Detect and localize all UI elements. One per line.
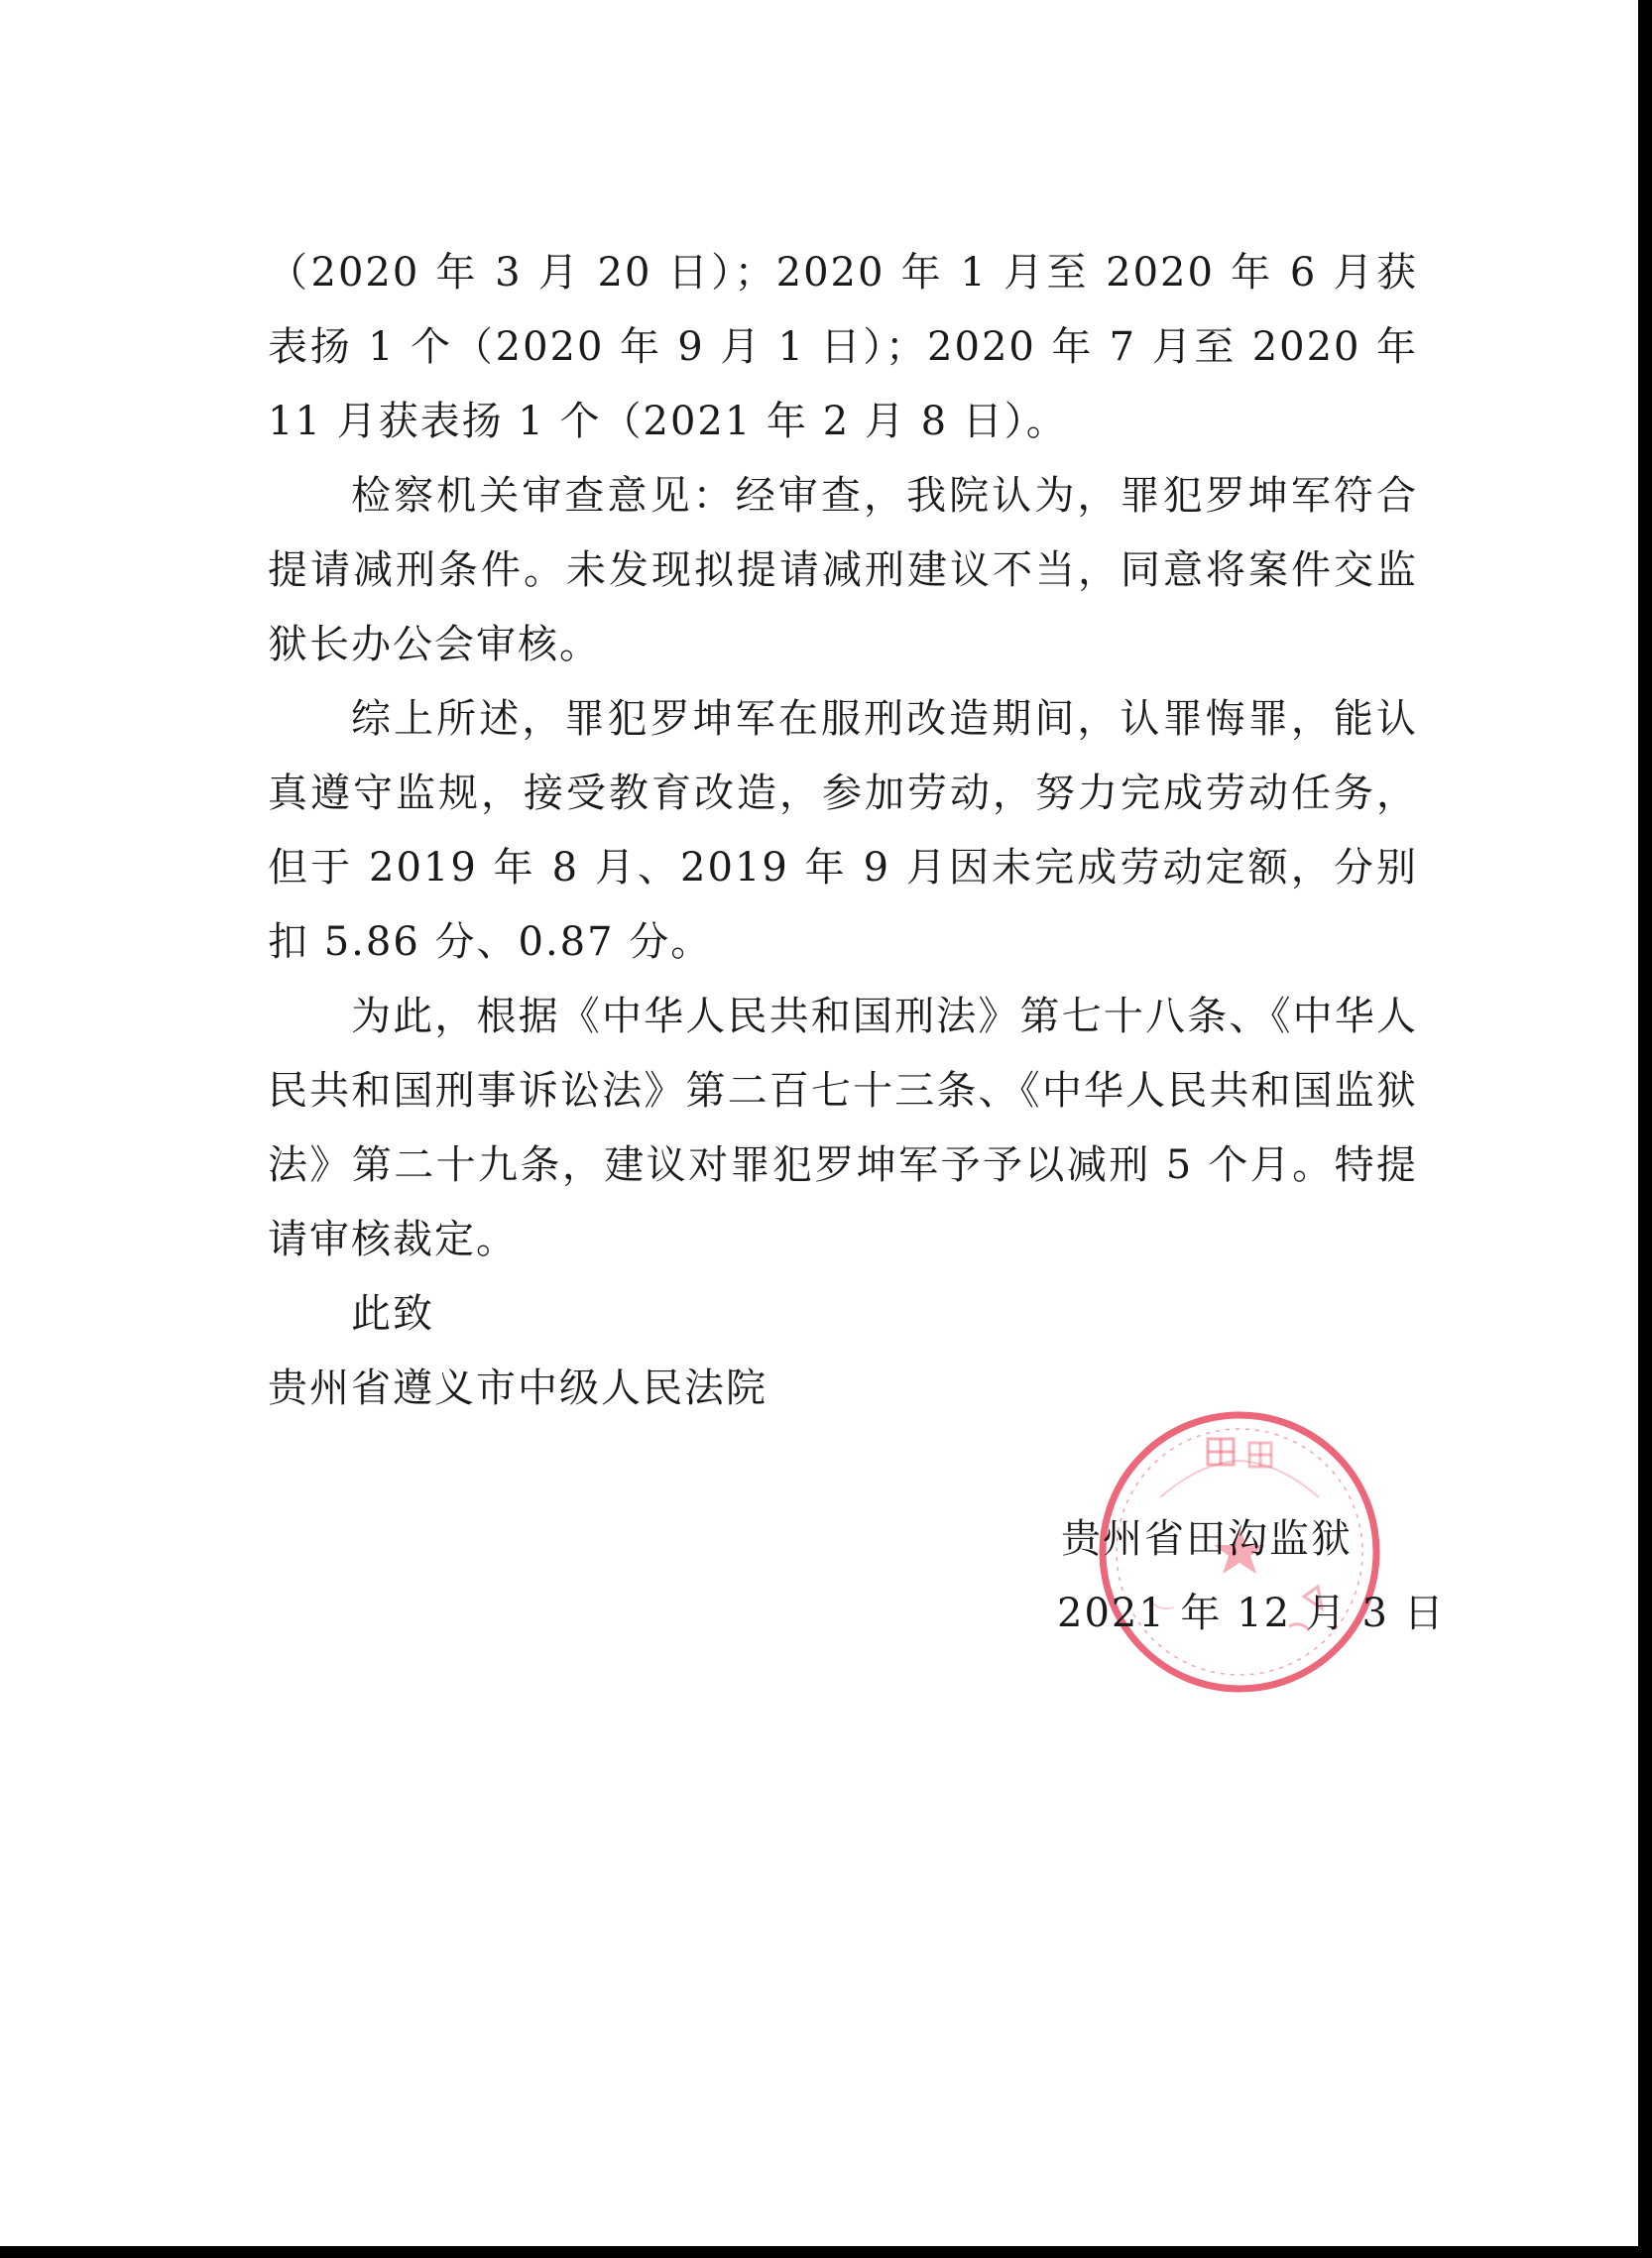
paragraph-legal-basis: 为此，根据《中华人民共和国刑法》第七十八条、《中华人民共和国刑事诉讼法》第二百七十三条、《中华人民共和国监狱法》第二十九条，建议对罪犯罗坤军予予以减刑 5 个月。特提请审核裁定。 — [268, 994, 1418, 1262]
issue-date: 2021 年 12 月 3 日 — [1057, 1591, 1446, 1636]
paragraph-summary: 综上所述，罪犯罗坤军在服刑改造期间，认罪悔罪，能认真遵守监规，接受教育改造，参加劳动，努力完成劳动任务，但于 2019 年 8 月、2019 年 9 月因未完成劳动定额，分别扣 5.86 分、0.87 分。 — [268, 696, 1418, 965]
salutation: 此致 — [351, 1291, 434, 1337]
signature-block — [1057, 1502, 1446, 1651]
paragraph-awards-continued: （2020 年 3 月 20 日）；2020 年 1 月至 2020 年 6 月获表扬 1 个（2020 年 9 月 1 日）；2020 年 7 月至 2020 年 11 月获表扬 1 个（2021 年 2 月 8 日）。 — [268, 250, 1418, 444]
scan-border-right — [1638, 0, 1652, 2258]
paragraph-procuratorate-opinion: 检察机关审查意见：经审查，我院认为，罪犯罗坤军符合提请减刑条件。未发现拟提请减刑建议不当，同意将案件交监狱长办公会审核。 — [268, 473, 1418, 667]
addressee: 贵州省遵义市中级人民法院 — [268, 1366, 767, 1411]
scan-border-bottom — [0, 2246, 1652, 2258]
issuing-organization: 贵州省田沟监狱 — [1061, 1516, 1353, 1562]
document-body — [268, 236, 1418, 1426]
